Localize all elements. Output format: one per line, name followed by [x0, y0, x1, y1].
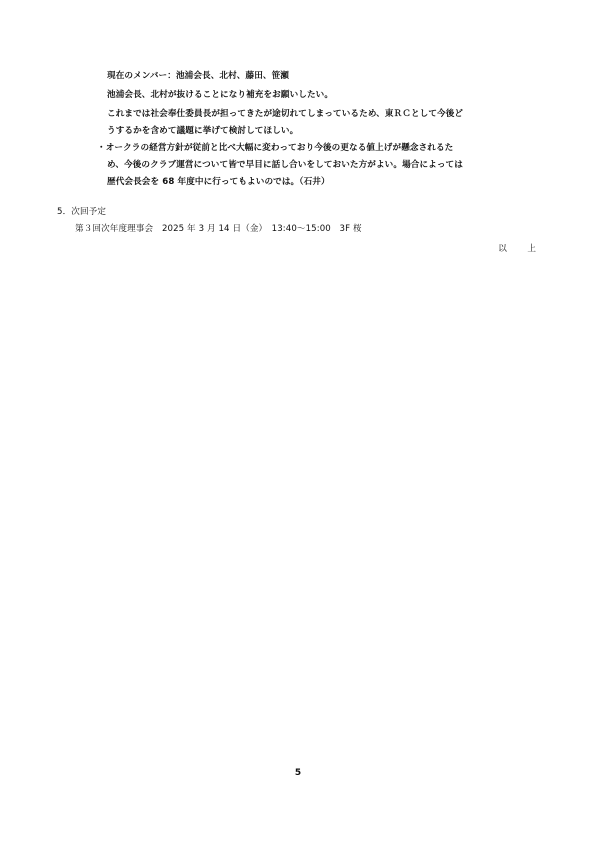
next-meeting-schedule: 第３回次年度理事会 2025 年 3 月 14 日（金） 13:40～15:00 3F 桜 — [75, 224, 362, 234]
okura-note-line-2: め、今後のクラブ運営について皆で早目に話し合いをしておいた方がよい。場合によっては — [107, 160, 463, 170]
members-line: 現在のメンバー：池浦会長、北村、藤田、笹瀬 — [107, 71, 289, 81]
discussion-line-1: これまでは社会奉仕委員長が担ってきたが途切れてしまっているため、東ＲＣとして今後ど — [107, 109, 464, 119]
page-number: 5 — [294, 768, 302, 778]
replacement-request-line: 池浦会長、北村が抜けることになり補充をお願いしたい。 — [107, 90, 334, 100]
discussion-line-2: うするかを含めて議題に挙げて検討してほしい。 — [107, 126, 299, 136]
okura-note-line-1: ・オークラの経営方針が従前と比べ大幅に変わっており今後の更なる値上げが懸念されるた — [97, 143, 454, 153]
section-5-heading: 5．次回予定 — [57, 207, 107, 217]
okura-note-line-3: 歴代会長会を 68 年度中に行ってもよいのでは。（石井） — [107, 177, 330, 187]
closing-mark: 以 上 — [498, 244, 542, 254]
